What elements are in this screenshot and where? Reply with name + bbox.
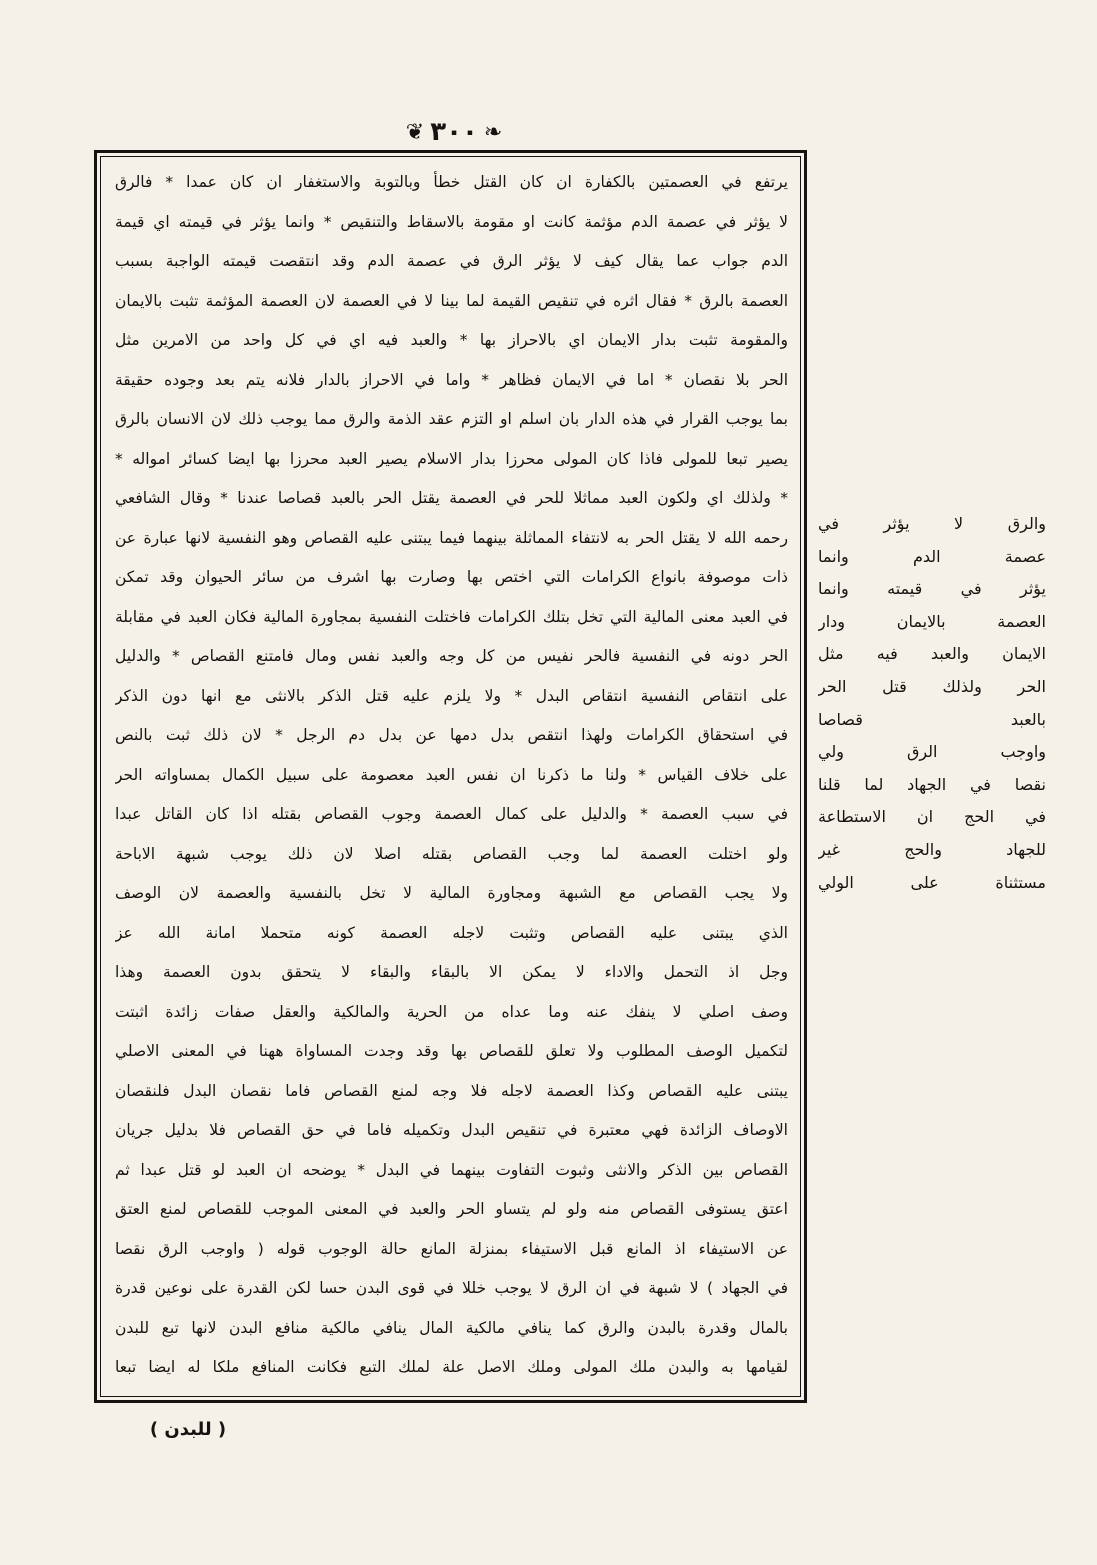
text-line: يبتنى عليه القصاص وكذا العصمة لاجله فلا وجه لمنع القصاص فاما نقصان البدل فلنقصان: [115, 1081, 788, 1100]
text-line: بما يوجب القرار في هذه الدار بان اسلم او التزم عقد الذمة والرق مما يوجب ذلك لان الانسان بالرق: [115, 410, 788, 428]
text-line: الحر دونه في النفسية فالحر نفيس من كل وجه والعبد نفس ومال فامتنع القصاص * والدليل: [115, 647, 788, 665]
margin-note-line: يؤثر في قيمته وانما: [818, 579, 1046, 599]
margin-note-line: للجهاد والحج غير: [818, 839, 1046, 859]
text-line: بالمال وقدرة بالبدن والرق كما ينافي مالكية المال ينافي مالكية منافع البدن لانها تبع للبدن: [115, 1318, 788, 1337]
text-line: في استحقاق الكرامات ولهذا انتقص بدل دمها عن بدل دم الرجل * لان ذلك ثبت بالنص: [115, 726, 788, 744]
text-line: وجل اذ التحمل والاداء لا يمكن الا بالبقاء والبقاء لا يتحقق بدون العصمة وهذا: [115, 963, 788, 981]
text-line: الحر بلا نقصان * اما في الايمان فظاهر * واما في الاحراز بالدار فلانه يتم بعد وجوده حقيقة: [115, 370, 788, 389]
text-line: الاوصاف الزائدة فهي معتبرة في تنقيص البدل وتكميله فاما في حق القصاص فلا بدليل جريان: [115, 1121, 788, 1139]
text-line: على خلاف القياس * ولنا ما ذكرنا ان نفس العبد معصومة على سبيل الكمال بمساواته الحر: [115, 765, 788, 784]
text-line: الذي يبتنى عليه القصاص وتثبت لاجله العصمة كونه متحملا امانة الله عز: [115, 923, 788, 942]
text-line: لا يؤثر في عصمة الدم مؤثمة كانت او مقومة بالاسقاط والتنقيص * وانما يؤثر في قيمته اي قيمة: [115, 212, 788, 231]
text-line: في العبد معنى المالية التي تخل بتلك الكرامات فاختلت النفسية بمجاورة المالية فكان العبد في مقابلة: [115, 607, 788, 626]
margin-note-line: العصمة بالايمان ودار: [818, 611, 1046, 631]
text-line: رحمه الله لا يقتل الحر به لانتفاء المماثلة بينهما فيما يبتنى عليه القصاص وهو النفسية لانها عبارة عن: [115, 528, 788, 547]
text-line: لقيامها به والبدن ملك المولى وملك الاصل علة لملك التبع فكانت المنافع ملكا له ايضا تبعا: [115, 1358, 788, 1376]
margin-note-line: بالعبد قصاصا: [818, 709, 1046, 729]
text-line: ولو اختلت العصمة لما وجب القصاص بقتله اصلا لان ذلك يوجب شبهة الاباحة: [115, 844, 788, 863]
text-line: والمقومة تثبت بدار الايمان اي بالاحراز بها * والعبد فيه اي في كل واحد من الامرين مثل: [115, 331, 788, 349]
text-line: وصف اصلي لا ينفك عنه وما عداه من الحرية والمالكية والعقل صفات زائدة اثبتت: [115, 1002, 788, 1021]
margin-note: [818, 508, 1046, 899]
text-line: ولا يجب القصاص مع الشبهة ومجاورة المالية لا تخل بالنفسية والعصمة لان الوصف: [115, 884, 788, 902]
margin-note-line: نقصا في الجهاد لما قلنا: [818, 774, 1046, 794]
text-line: عن الاستيفاء اذ المانع قبل الاستيفاء بمنزلة المانع حالة الوجوب قوله ( واوجب الرق نقصا: [115, 1239, 788, 1258]
text-line: القصاص بين الذكر والانثى وثبوت التفاوت بينهما في البدل * يوضحه ان العبد لو قتل عبدا ثم: [115, 1160, 788, 1179]
margin-note-line: في الحج ان الاستطاعة: [818, 807, 1046, 827]
page-number: [399, 112, 509, 152]
text-line: اعتق يستوفى القصاص منه ولو لم يتساو الحر والعبد في المعنى الموجب للقصاص لمنع العتق: [115, 1200, 788, 1218]
text-line: على انتقاص النفسية انتقاص البدل * ولا يلزم عليه قتل الذكر بالانثى مع انها دون الذكر: [115, 686, 788, 705]
text-line: في الجهاد ) لا شبهة في ان الرق لا يوجب خللا في قوى البدن حسا لكن القدرة على نوعين قدرة: [115, 1279, 788, 1297]
text-line: يصير تبعا للمولى فاذا كان المولى محرزا بدار الاسلام يصير العبد محرزا بها ايضا كسائر امواله *: [115, 449, 788, 468]
margin-note-line: مستثناة على الولي: [818, 872, 1046, 892]
margin-note-line: والرق لا يؤثر في: [818, 514, 1046, 533]
text-line: لتكميل الوصف المطلوب ولا تعلق للقصاص بها وقد وجدت المساواة ههنا في المعنى الاصلي: [115, 1042, 788, 1060]
text-line: يرتفع في العصمتين بالكفارة ان كان القتل خطأ وبالتوبة والاستغفار ان كان عمدا * فالرق: [115, 173, 788, 191]
text-line: الدم جواب عما يقال كيف لا يؤثر الرق في عصمة الدم وقد انتقصت قيمته الواجبة بسبب: [115, 252, 788, 270]
main-text-block: [115, 163, 788, 1388]
text-line: في سبب العصمة * والدليل على كمال العصمة وجوب القصاص بقتله اذا كان القاتل عبدا: [115, 805, 788, 823]
text-line: * ولذلك اي ولكون العبد مماثلا للحر في العصمة يقتل الحر بالعبد قصاصا عندنا * وقال الشافعي: [115, 489, 788, 507]
margin-note-line: واوجب الرق ولي: [818, 742, 1046, 762]
ornament-right-icon: ❧: [483, 119, 503, 145]
ornament-left-icon: ❦: [405, 119, 425, 145]
text-line: العصمة بالرق * فقال اثره في تنقيص القيمة لما بينا لا في العصمة لان العصمة المؤثمة تثبت بالايمان: [115, 291, 788, 310]
margin-note-line: الايمان والعبد فيه مثل: [818, 644, 1046, 664]
main-text-frame: [94, 150, 807, 1403]
page-number-text: ٣٠٠: [430, 117, 478, 147]
margin-note-line: عصمة الدم وانما: [818, 546, 1046, 566]
catchword: ( للبدن ): [149, 1419, 227, 1440]
margin-note-line: الحر ولذلك قتل الحر: [818, 676, 1046, 696]
text-line: ذات موصوفة بانواع الكرامات التي اختص بها وصارت بها اشرف من سائر الحيوان وقد تمكن: [115, 568, 788, 586]
